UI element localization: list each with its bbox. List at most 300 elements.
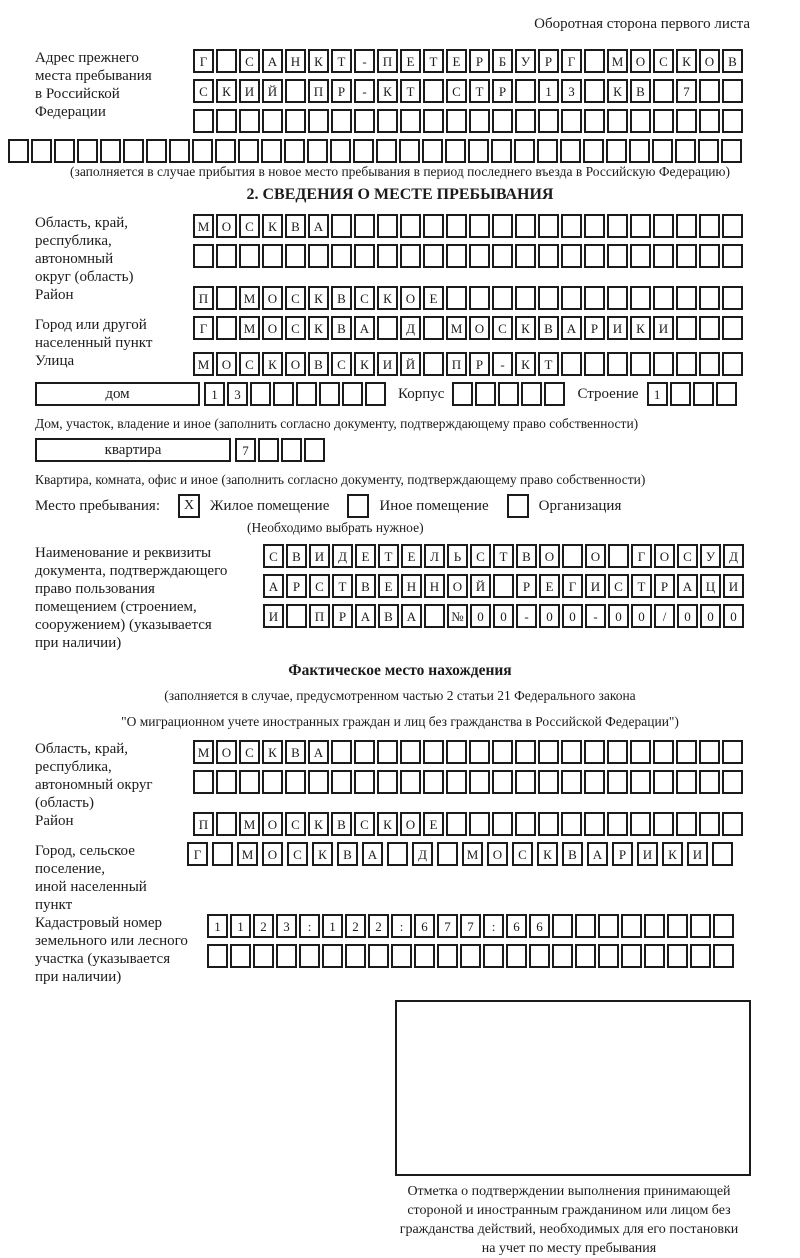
char-cell[interactable] bbox=[422, 139, 443, 163]
char-cell[interactable]: 6 bbox=[506, 914, 527, 938]
char-cell[interactable]: Г bbox=[561, 49, 582, 73]
char-cell[interactable] bbox=[521, 382, 542, 406]
char-cell[interactable] bbox=[584, 286, 605, 310]
char-cell[interactable]: С bbox=[331, 352, 352, 376]
char-cell[interactable]: Й bbox=[262, 79, 283, 103]
char-cell[interactable]: О bbox=[654, 544, 675, 568]
char-cell[interactable]: 0 bbox=[631, 604, 652, 628]
char-cell[interactable] bbox=[296, 382, 317, 406]
char-cell[interactable]: И bbox=[607, 316, 628, 340]
char-cell[interactable]: О bbox=[216, 214, 237, 238]
char-cell[interactable]: К bbox=[216, 79, 237, 103]
char-cell[interactable] bbox=[544, 382, 565, 406]
char-cell[interactable] bbox=[423, 740, 444, 764]
char-cell[interactable]: П bbox=[309, 604, 330, 628]
char-cell[interactable] bbox=[216, 316, 237, 340]
char-cell[interactable] bbox=[699, 740, 720, 764]
char-cell[interactable] bbox=[354, 214, 375, 238]
char-cell[interactable] bbox=[515, 770, 536, 794]
char-cell[interactable]: В bbox=[286, 544, 307, 568]
char-cell[interactable] bbox=[653, 770, 674, 794]
char-cell[interactable] bbox=[258, 438, 279, 462]
char-cell[interactable]: В bbox=[538, 316, 559, 340]
char-cell[interactable] bbox=[331, 770, 352, 794]
char-cell[interactable] bbox=[653, 812, 674, 836]
char-cell[interactable]: К bbox=[262, 740, 283, 764]
char-cell[interactable]: М bbox=[237, 842, 258, 866]
char-cell[interactable] bbox=[446, 244, 467, 268]
char-cell[interactable] bbox=[261, 139, 282, 163]
char-cell[interactable] bbox=[515, 109, 536, 133]
char-cell[interactable] bbox=[670, 382, 691, 406]
char-cell[interactable]: О bbox=[262, 316, 283, 340]
char-cell[interactable]: Т bbox=[378, 544, 399, 568]
char-cell[interactable] bbox=[598, 914, 619, 938]
char-cell[interactable] bbox=[423, 214, 444, 238]
char-cell[interactable] bbox=[423, 770, 444, 794]
char-cell[interactable]: И bbox=[637, 842, 658, 866]
char-cell[interactable] bbox=[699, 109, 720, 133]
char-cell[interactable] bbox=[445, 139, 466, 163]
char-cell[interactable]: Р bbox=[492, 79, 513, 103]
char-cell[interactable] bbox=[653, 244, 674, 268]
char-cell[interactable] bbox=[538, 244, 559, 268]
char-cell[interactable]: 1 bbox=[538, 79, 559, 103]
char-cell[interactable]: У bbox=[700, 544, 721, 568]
char-cell[interactable]: В bbox=[331, 812, 352, 836]
char-cell[interactable] bbox=[722, 316, 743, 340]
char-cell[interactable]: Р bbox=[469, 49, 490, 73]
char-cell[interactable] bbox=[377, 214, 398, 238]
char-cell[interactable]: Г bbox=[187, 842, 208, 866]
char-cell[interactable]: А bbox=[308, 214, 329, 238]
char-cell[interactable] bbox=[452, 382, 473, 406]
char-cell[interactable] bbox=[423, 79, 444, 103]
char-cell[interactable] bbox=[607, 352, 628, 376]
char-cell[interactable] bbox=[276, 944, 297, 968]
char-cell[interactable] bbox=[693, 382, 714, 406]
char-cell[interactable]: О bbox=[447, 574, 468, 598]
char-cell[interactable]: В bbox=[378, 604, 399, 628]
char-cell[interactable]: 2 bbox=[368, 914, 389, 938]
char-cell[interactable] bbox=[331, 214, 352, 238]
char-cell[interactable] bbox=[423, 244, 444, 268]
char-cell[interactable] bbox=[515, 812, 536, 836]
char-cell[interactable] bbox=[424, 604, 445, 628]
char-cell[interactable]: К bbox=[262, 214, 283, 238]
char-cell[interactable]: К bbox=[312, 842, 333, 866]
char-cell[interactable] bbox=[492, 740, 513, 764]
char-cell[interactable]: И bbox=[653, 316, 674, 340]
char-cell[interactable]: 3 bbox=[276, 914, 297, 938]
char-cell[interactable] bbox=[123, 139, 144, 163]
char-cell[interactable]: С bbox=[446, 79, 467, 103]
char-cell[interactable] bbox=[529, 944, 550, 968]
char-cell[interactable] bbox=[653, 79, 674, 103]
char-cell[interactable] bbox=[492, 770, 513, 794]
char-cell[interactable]: П bbox=[446, 352, 467, 376]
char-cell[interactable]: 0 bbox=[723, 604, 744, 628]
char-cell[interactable] bbox=[584, 352, 605, 376]
char-cell[interactable] bbox=[330, 139, 351, 163]
char-cell[interactable] bbox=[262, 770, 283, 794]
char-cell[interactable] bbox=[446, 286, 467, 310]
char-cell[interactable]: К bbox=[308, 812, 329, 836]
char-cell[interactable] bbox=[345, 944, 366, 968]
char-cell[interactable]: С bbox=[354, 812, 375, 836]
char-cell[interactable] bbox=[722, 244, 743, 268]
char-cell[interactable] bbox=[538, 286, 559, 310]
char-cell[interactable]: 7 bbox=[235, 438, 256, 462]
char-cell[interactable]: С bbox=[512, 842, 533, 866]
char-cell[interactable]: Т bbox=[469, 79, 490, 103]
char-cell[interactable] bbox=[469, 286, 490, 310]
char-cell[interactable] bbox=[308, 244, 329, 268]
char-cell[interactable]: Т bbox=[400, 79, 421, 103]
char-cell[interactable] bbox=[286, 604, 307, 628]
char-cell[interactable] bbox=[515, 286, 536, 310]
char-cell[interactable]: Е bbox=[539, 574, 560, 598]
char-cell[interactable] bbox=[423, 316, 444, 340]
char-cell[interactable] bbox=[699, 214, 720, 238]
char-cell[interactable] bbox=[354, 770, 375, 794]
char-cell[interactable]: Й bbox=[470, 574, 491, 598]
char-cell[interactable] bbox=[377, 316, 398, 340]
char-cell[interactable]: 1 bbox=[204, 382, 225, 406]
char-cell[interactable] bbox=[538, 812, 559, 836]
char-cell[interactable]: М bbox=[193, 214, 214, 238]
char-cell[interactable] bbox=[607, 286, 628, 310]
char-cell[interactable] bbox=[308, 109, 329, 133]
char-cell[interactable]: 0 bbox=[700, 604, 721, 628]
char-cell[interactable] bbox=[446, 214, 467, 238]
char-cell[interactable] bbox=[469, 109, 490, 133]
char-cell[interactable]: М bbox=[239, 812, 260, 836]
char-cell[interactable]: В bbox=[722, 49, 743, 73]
char-cell[interactable]: И bbox=[309, 544, 330, 568]
char-cell[interactable] bbox=[377, 740, 398, 764]
char-cell[interactable]: К bbox=[630, 316, 651, 340]
char-cell[interactable] bbox=[498, 382, 519, 406]
char-cell[interactable]: Т bbox=[423, 49, 444, 73]
char-cell[interactable]: О bbox=[216, 740, 237, 764]
char-cell[interactable]: : bbox=[299, 914, 320, 938]
char-cell[interactable] bbox=[722, 79, 743, 103]
char-cell[interactable]: В bbox=[308, 352, 329, 376]
char-cell[interactable]: Ц bbox=[700, 574, 721, 598]
char-cell[interactable] bbox=[676, 352, 697, 376]
char-cell[interactable] bbox=[607, 770, 628, 794]
char-cell[interactable]: С bbox=[492, 316, 513, 340]
char-cell[interactable]: С bbox=[239, 740, 260, 764]
char-cell[interactable] bbox=[699, 316, 720, 340]
char-cell[interactable]: А bbox=[263, 574, 284, 598]
char-cell[interactable] bbox=[607, 214, 628, 238]
char-cell[interactable] bbox=[514, 139, 535, 163]
char-cell[interactable]: - bbox=[492, 352, 513, 376]
char-cell[interactable] bbox=[250, 382, 271, 406]
char-cell[interactable] bbox=[561, 812, 582, 836]
char-cell[interactable] bbox=[722, 740, 743, 764]
char-cell[interactable] bbox=[630, 770, 651, 794]
char-cell[interactable]: Т bbox=[331, 49, 352, 73]
char-cell[interactable] bbox=[308, 770, 329, 794]
char-cell[interactable]: 0 bbox=[562, 604, 583, 628]
char-cell[interactable] bbox=[630, 812, 651, 836]
char-cell[interactable] bbox=[584, 79, 605, 103]
char-cell[interactable]: Е bbox=[400, 49, 421, 73]
char-cell[interactable]: А bbox=[262, 49, 283, 73]
char-cell[interactable] bbox=[699, 770, 720, 794]
char-cell[interactable] bbox=[584, 49, 605, 73]
char-cell[interactable] bbox=[722, 214, 743, 238]
char-cell[interactable] bbox=[561, 244, 582, 268]
char-cell[interactable] bbox=[285, 109, 306, 133]
char-cell[interactable] bbox=[238, 139, 259, 163]
char-cell[interactable]: О bbox=[585, 544, 606, 568]
char-cell[interactable] bbox=[469, 214, 490, 238]
char-cell[interactable]: 1 bbox=[207, 914, 228, 938]
char-cell[interactable] bbox=[423, 352, 444, 376]
char-cell[interactable] bbox=[285, 770, 306, 794]
char-cell[interactable]: Н bbox=[424, 574, 445, 598]
char-cell[interactable]: П bbox=[308, 79, 329, 103]
char-cell[interactable]: 0 bbox=[470, 604, 491, 628]
char-cell[interactable]: Н bbox=[401, 574, 422, 598]
char-cell[interactable] bbox=[584, 214, 605, 238]
char-cell[interactable]: А bbox=[355, 604, 376, 628]
char-cell[interactable] bbox=[192, 139, 213, 163]
char-cell[interactable]: О bbox=[262, 812, 283, 836]
char-cell[interactable]: Д bbox=[412, 842, 433, 866]
char-cell[interactable]: О bbox=[262, 842, 283, 866]
char-cell[interactable] bbox=[400, 740, 421, 764]
char-cell[interactable] bbox=[239, 109, 260, 133]
char-cell[interactable]: - bbox=[585, 604, 606, 628]
char-cell[interactable] bbox=[446, 740, 467, 764]
char-cell[interactable] bbox=[216, 109, 237, 133]
char-cell[interactable] bbox=[607, 244, 628, 268]
char-cell[interactable] bbox=[368, 944, 389, 968]
char-cell[interactable]: С bbox=[239, 49, 260, 73]
char-cell[interactable]: О bbox=[262, 286, 283, 310]
char-cell[interactable] bbox=[712, 842, 733, 866]
char-cell[interactable]: 3 bbox=[561, 79, 582, 103]
char-cell[interactable] bbox=[575, 914, 596, 938]
char-cell[interactable] bbox=[31, 139, 52, 163]
checkbox-residential[interactable]: X bbox=[178, 494, 200, 518]
char-cell[interactable]: Б bbox=[492, 49, 513, 73]
char-cell[interactable] bbox=[322, 944, 343, 968]
char-cell[interactable] bbox=[285, 79, 306, 103]
char-cell[interactable]: Г bbox=[193, 49, 214, 73]
char-cell[interactable] bbox=[469, 244, 490, 268]
char-cell[interactable]: П bbox=[193, 286, 214, 310]
char-cell[interactable] bbox=[515, 214, 536, 238]
char-cell[interactable] bbox=[676, 244, 697, 268]
char-cell[interactable] bbox=[713, 944, 734, 968]
char-cell[interactable] bbox=[644, 944, 665, 968]
char-cell[interactable] bbox=[354, 109, 375, 133]
char-cell[interactable] bbox=[253, 944, 274, 968]
char-cell[interactable]: С bbox=[239, 214, 260, 238]
char-cell[interactable]: 7 bbox=[676, 79, 697, 103]
char-cell[interactable]: П bbox=[377, 49, 398, 73]
char-cell[interactable] bbox=[299, 944, 320, 968]
char-cell[interactable] bbox=[216, 770, 237, 794]
char-cell[interactable]: 2 bbox=[253, 914, 274, 938]
char-cell[interactable]: Е bbox=[401, 544, 422, 568]
char-cell[interactable] bbox=[400, 770, 421, 794]
char-cell[interactable] bbox=[722, 770, 743, 794]
char-cell[interactable] bbox=[713, 914, 734, 938]
char-cell[interactable] bbox=[621, 944, 642, 968]
char-cell[interactable]: С bbox=[239, 352, 260, 376]
char-cell[interactable] bbox=[506, 944, 527, 968]
char-cell[interactable] bbox=[561, 770, 582, 794]
char-cell[interactable] bbox=[262, 109, 283, 133]
char-cell[interactable] bbox=[552, 914, 573, 938]
char-cell[interactable]: Р bbox=[612, 842, 633, 866]
char-cell[interactable]: А bbox=[561, 316, 582, 340]
char-cell[interactable] bbox=[169, 139, 190, 163]
char-cell[interactable] bbox=[667, 914, 688, 938]
char-cell[interactable] bbox=[584, 740, 605, 764]
char-cell[interactable]: С bbox=[285, 286, 306, 310]
char-cell[interactable] bbox=[584, 770, 605, 794]
char-cell[interactable]: С bbox=[677, 544, 698, 568]
char-cell[interactable] bbox=[515, 740, 536, 764]
char-cell[interactable] bbox=[285, 244, 306, 268]
char-cell[interactable]: К bbox=[377, 286, 398, 310]
char-cell[interactable]: М bbox=[607, 49, 628, 73]
char-cell[interactable] bbox=[469, 740, 490, 764]
char-cell[interactable] bbox=[377, 770, 398, 794]
char-cell[interactable]: С bbox=[653, 49, 674, 73]
char-cell[interactable] bbox=[216, 812, 237, 836]
char-cell[interactable] bbox=[483, 944, 504, 968]
char-cell[interactable] bbox=[193, 109, 214, 133]
char-cell[interactable] bbox=[215, 139, 236, 163]
char-cell[interactable]: : bbox=[391, 914, 412, 938]
char-cell[interactable]: Р bbox=[469, 352, 490, 376]
char-cell[interactable]: - bbox=[354, 49, 375, 73]
char-cell[interactable]: Г bbox=[562, 574, 583, 598]
char-cell[interactable] bbox=[239, 244, 260, 268]
char-cell[interactable] bbox=[653, 214, 674, 238]
char-cell[interactable]: К bbox=[377, 812, 398, 836]
char-cell[interactable] bbox=[607, 812, 628, 836]
char-cell[interactable]: Е bbox=[423, 286, 444, 310]
char-cell[interactable]: 0 bbox=[608, 604, 629, 628]
char-cell[interactable]: К bbox=[676, 49, 697, 73]
char-cell[interactable] bbox=[515, 79, 536, 103]
char-cell[interactable] bbox=[630, 286, 651, 310]
char-cell[interactable] bbox=[207, 944, 228, 968]
char-cell[interactable] bbox=[54, 139, 75, 163]
char-cell[interactable] bbox=[537, 139, 558, 163]
char-cell[interactable]: Р bbox=[654, 574, 675, 598]
char-cell[interactable]: - bbox=[354, 79, 375, 103]
apartment-field-box[interactable] bbox=[35, 438, 231, 462]
char-cell[interactable] bbox=[423, 109, 444, 133]
char-cell[interactable]: У bbox=[515, 49, 536, 73]
char-cell[interactable] bbox=[584, 812, 605, 836]
char-cell[interactable] bbox=[469, 812, 490, 836]
char-cell[interactable]: / bbox=[654, 604, 675, 628]
char-cell[interactable]: И bbox=[687, 842, 708, 866]
char-cell[interactable]: 3 bbox=[227, 382, 248, 406]
char-cell[interactable] bbox=[437, 944, 458, 968]
char-cell[interactable]: Д bbox=[332, 544, 353, 568]
char-cell[interactable] bbox=[273, 382, 294, 406]
char-cell[interactable] bbox=[606, 139, 627, 163]
char-cell[interactable] bbox=[561, 352, 582, 376]
char-cell[interactable] bbox=[307, 139, 328, 163]
char-cell[interactable] bbox=[538, 109, 559, 133]
char-cell[interactable] bbox=[584, 244, 605, 268]
char-cell[interactable]: И bbox=[263, 604, 284, 628]
char-cell[interactable]: В bbox=[355, 574, 376, 598]
char-cell[interactable] bbox=[630, 109, 651, 133]
char-cell[interactable] bbox=[607, 740, 628, 764]
char-cell[interactable] bbox=[583, 139, 604, 163]
char-cell[interactable] bbox=[353, 139, 374, 163]
char-cell[interactable] bbox=[562, 544, 583, 568]
char-cell[interactable] bbox=[653, 740, 674, 764]
char-cell[interactable]: В bbox=[630, 79, 651, 103]
char-cell[interactable]: М bbox=[239, 316, 260, 340]
char-cell[interactable]: М bbox=[446, 316, 467, 340]
char-cell[interactable] bbox=[437, 842, 458, 866]
char-cell[interactable]: К bbox=[515, 352, 536, 376]
char-cell[interactable] bbox=[216, 286, 237, 310]
char-cell[interactable] bbox=[460, 944, 481, 968]
char-cell[interactable] bbox=[216, 49, 237, 73]
char-cell[interactable]: И bbox=[723, 574, 744, 598]
char-cell[interactable] bbox=[492, 109, 513, 133]
char-cell[interactable]: С bbox=[193, 79, 214, 103]
char-cell[interactable]: Н bbox=[285, 49, 306, 73]
char-cell[interactable]: А bbox=[362, 842, 383, 866]
char-cell[interactable] bbox=[699, 812, 720, 836]
char-cell[interactable]: А bbox=[308, 740, 329, 764]
char-cell[interactable]: О bbox=[469, 316, 490, 340]
char-cell[interactable] bbox=[621, 914, 642, 938]
char-cell[interactable]: 7 bbox=[460, 914, 481, 938]
house-field-box[interactable] bbox=[35, 382, 200, 406]
char-cell[interactable]: О bbox=[539, 544, 560, 568]
char-cell[interactable] bbox=[561, 740, 582, 764]
char-cell[interactable]: 0 bbox=[493, 604, 514, 628]
char-cell[interactable]: 1 bbox=[647, 382, 668, 406]
char-cell[interactable] bbox=[538, 740, 559, 764]
char-cell[interactable]: В bbox=[285, 740, 306, 764]
char-cell[interactable]: И bbox=[585, 574, 606, 598]
char-cell[interactable]: К bbox=[262, 352, 283, 376]
char-cell[interactable] bbox=[675, 139, 696, 163]
char-cell[interactable] bbox=[676, 214, 697, 238]
char-cell[interactable] bbox=[652, 139, 673, 163]
char-cell[interactable] bbox=[676, 740, 697, 764]
char-cell[interactable] bbox=[77, 139, 98, 163]
char-cell[interactable] bbox=[354, 740, 375, 764]
char-cell[interactable] bbox=[722, 812, 743, 836]
char-cell[interactable] bbox=[492, 286, 513, 310]
char-cell[interactable] bbox=[552, 944, 573, 968]
char-cell[interactable] bbox=[230, 944, 251, 968]
char-cell[interactable] bbox=[376, 139, 397, 163]
